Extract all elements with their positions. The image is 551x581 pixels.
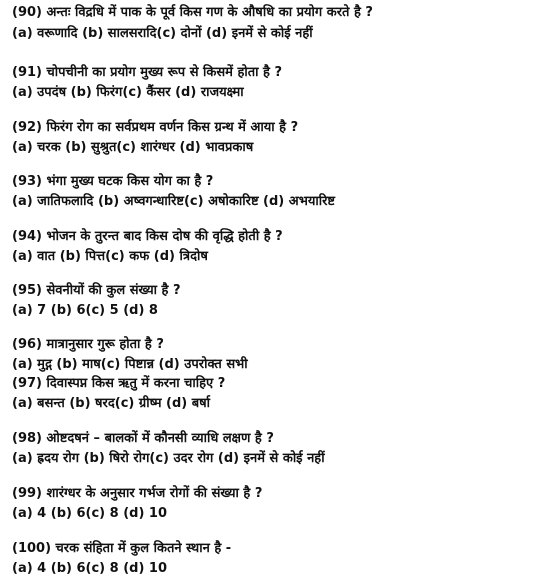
question-95-options: (a) 7 (b) 6(c) 5 (d) 8 <box>12 303 158 318</box>
question-100-options: (a) 4 (b) 6(c) 8 (d) 10 <box>12 561 168 576</box>
question-100-text: (100) चरक संहिता में कुल कितने स्थान है - <box>12 541 232 556</box>
question-97-options: (a) बसन्त (b) षरद(c) ग्रीष्म (d) बर्षा <box>12 396 211 411</box>
question-92-text: (92) फिरंग रोग का सर्वप्रथम वर्णन किस ग्रन्थ में आया है ? <box>12 120 299 135</box>
question-98-text: (98) ओष्टदषनं – बालकों में कौनसी व्याधि लक्षण है ? <box>12 431 274 446</box>
question-90-text: (90) अन्तः विद्रधि में पाक के पूर्व किस गण के औषधि का प्रयोग करते है ? <box>12 5 373 20</box>
question-92-options: (a) चरक (b) सुश्रुत(c) शारंग्धर (d) भावप्रकाष <box>12 140 254 155</box>
question-99-text: (99) शारंग्धर के अनुसार गर्भज रोगों की संख्या है ? <box>12 486 263 501</box>
question-94-text: (94) भोजन के तुरन्त बाद किस दोष की वृद्धि होती है ? <box>12 229 283 244</box>
question-99-options: (a) 4 (b) 6(c) 8 (d) 10 <box>12 506 168 521</box>
question-96-text: (96) मात्रानुसार गुरू होता है ? <box>12 337 164 352</box>
question-91-text: (91) चोपचीनी का प्रयोग मुख्य रूप से किसमें होता है ? <box>12 65 283 80</box>
question-90-options: (a) वरूणादि (b) सालसरादि(c) दोनों (d) इनमें से कोई नहीं <box>12 26 313 41</box>
question-95-text: (95) सेवनीयों की कुल संख्या है ? <box>12 283 181 298</box>
question-91-options: (a) उपदंष (b) फिरंग(c) कैंसर (d) राजयक्ष्मा <box>12 85 244 100</box>
question-98-options: (a) ह्रदय रोग (b) षिरो रोग(c) उदर रोग (d) इनमें से कोई नहीं <box>12 451 325 466</box>
question-96-options: (a) मुद्ग (b) माष(c) पिष्टान्न (d) उपरोक्त सभी <box>12 357 248 372</box>
question-97-text: (97) दिवास्पप्न किस ऋतु में करना चाहिए ? <box>12 376 226 391</box>
question-93-text: (93) भंगा मुख्य घटक किस योग का है ? <box>12 174 214 189</box>
question-94-options: (a) वात (b) पित्त(c) कफ (d) त्रिदोष <box>12 249 208 264</box>
question-93-options: (a) जातिफलादि (b) अष्वगन्धारिष्ट(c) अषोकारिष्ट (d) अभयारिष्ट <box>12 194 336 209</box>
